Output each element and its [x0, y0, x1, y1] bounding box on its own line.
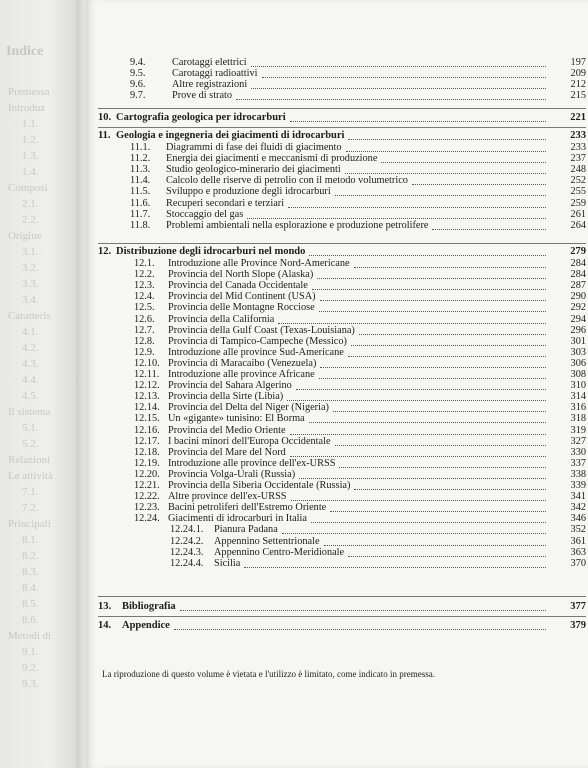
toc-page [86, 0, 588, 768]
toc-entry-number: 12.7. [134, 324, 155, 336]
toc-entry-page: 341 [570, 491, 586, 503]
toc-chapter-entry [86, 601, 586, 612]
toc-entry-page: 342 [570, 502, 586, 514]
footer-note: La riproduzione di questo volume è vietata e l'utilizzo è limitato, come indicato in premessa. [102, 669, 436, 679]
toc-entry-page: 287 [570, 280, 586, 292]
left-page-fragment: 8.4. [22, 582, 39, 594]
toc-entry-page: 314 [570, 391, 586, 403]
toc-entry-page: 337 [570, 457, 586, 469]
toc-leader-dots [244, 556, 546, 568]
toc-entry-page: 301 [570, 335, 586, 347]
left-page-fragment: 5.1. [22, 422, 39, 434]
toc-entry-number: 12.12. [134, 380, 160, 392]
toc-chapter-entry [86, 112, 586, 123]
toc-entry-number: 12.8. [134, 335, 155, 347]
toc-entry [86, 558, 586, 569]
toc-entry-number: 12.6. [134, 313, 155, 325]
toc-entry-page: 379 [570, 620, 586, 631]
toc-entry-number: 12.23. [134, 502, 160, 514]
toc-entry-title: Recuperi secondari e terziari [166, 197, 285, 209]
toc-entry-title: Giacimenti di idrocarburi in Italia [168, 513, 307, 525]
toc-entry-title: Provincia del Sahara Algerino [168, 380, 292, 392]
toc-entry-number: 12.18. [134, 446, 160, 458]
left-page-fragment: Premessa [8, 86, 50, 98]
toc-entry-page: 264 [570, 219, 586, 231]
toc-entry-number: 12.4. [134, 291, 155, 303]
toc-entry-number: 9.5. [130, 68, 146, 80]
toc-entry-page: 327 [570, 435, 586, 447]
toc-entry-title: Provincia del Medio Oriente [168, 424, 286, 436]
toc-entry-title: Provincia della Gulf Coast (Texas-Louisiana) [168, 324, 355, 336]
toc-entry-title: Altre registrazioni [172, 79, 248, 91]
toc-entry-number: 12.22. [134, 491, 160, 503]
toc-entry-number: 12.15. [134, 413, 160, 425]
toc-entry-page: 377 [570, 601, 586, 612]
toc-entry-number: 12.9. [134, 346, 155, 358]
toc-entry-page: 319 [570, 424, 586, 436]
toc-chapter-entry [86, 620, 586, 631]
left-page-fragment: 8.3. [22, 566, 39, 578]
left-page-fragment: 8.1. [22, 534, 39, 546]
toc-entry-page: 316 [570, 402, 586, 414]
left-page-fragment: Relazioni [8, 454, 51, 466]
left-page-fragment: 1.2. [22, 134, 39, 146]
toc-entry-page: 294 [570, 313, 586, 325]
left-page-fragment: 7.1. [22, 486, 39, 498]
left-page-fragment: 9.1. [22, 646, 39, 658]
left-page-fragment: 4.2. [22, 342, 39, 354]
toc-entry-page: 306 [570, 357, 586, 369]
toc-entry-title: Altre province dell'ex-URSS [168, 491, 287, 503]
toc-entry-number: 9.4. [130, 57, 146, 68]
toc-leader-dots [348, 128, 546, 140]
toc-entry-title: Diagrammi di fase dei fluidi di giacimento [166, 142, 342, 153]
toc-entry-title: I bacini minori dell'Europa Occidentale [168, 435, 331, 447]
toc-entry-number: 11.6. [130, 197, 151, 209]
toc-entry-page: 292 [570, 302, 586, 314]
toc-entry-title: Calcolo delle riserve di petrolio con il metodo volumetrico [166, 175, 408, 187]
toc-entry-title: Carotaggi elettrici [172, 57, 247, 68]
left-page-fragment: Le attività [8, 470, 53, 482]
left-page-fragment: 8.6. [22, 614, 39, 626]
left-page-fragment: Principali [8, 518, 51, 530]
toc-entry-title: Energia dei giacimenti e meccanismi di produzione [166, 153, 378, 165]
toc-entry-title: Provincia Volga-Urali (Russia) [168, 468, 296, 480]
toc-entry-number: 11.3. [130, 164, 151, 176]
toc-entry-page: 248 [570, 164, 586, 176]
toc-entry-page: 279 [570, 246, 586, 257]
toc-entry-page: 233 [570, 142, 586, 153]
left-page-fragment: 3.4. [22, 294, 39, 306]
toc-entry-page: 284 [570, 258, 586, 269]
toc-entry-title: Bibliografia [122, 601, 176, 612]
chapter-separator-line [98, 616, 586, 617]
toc-entry-number: 12.10. [134, 357, 160, 369]
toc-entry-page: 346 [570, 513, 586, 525]
toc-entry-title: Provincia del North Slope (Alaska) [168, 269, 314, 281]
left-page-fragment: 8.2. [22, 550, 39, 562]
toc-entry-number: 11.5. [130, 186, 151, 198]
toc-entry-number: 11.2. [130, 153, 151, 165]
toc-entry-page: 339 [570, 480, 586, 491]
toc-entry-page: 252 [570, 175, 586, 187]
left-page-fragment: Caratteris [8, 310, 51, 322]
toc-entry-number: 12.19. [134, 457, 160, 469]
toc-entry-number: 12.11. [134, 369, 160, 380]
toc-entry-number: 12.14. [134, 402, 160, 414]
left-page-fragment: 4.3. [22, 358, 39, 370]
toc-entry-page: 290 [570, 291, 586, 303]
toc-entry-number: 12.2. [134, 269, 155, 281]
toc-entry-number: 12.21. [134, 480, 160, 491]
toc-entry-page: 197 [570, 57, 586, 68]
toc-entry-title: Introduzione alle province dell'ex-URSS [168, 457, 336, 469]
toc-entry-title: Provincia del Canada Occidentale [168, 280, 308, 292]
toc-entry-number: 12.24.4. [170, 557, 204, 569]
toc-entry-number: 12.5. [134, 302, 155, 314]
left-page-fragment: 8.5. [22, 598, 39, 610]
table-of-contents [86, 0, 588, 768]
left-page-fragment: Il sistema [8, 406, 51, 418]
toc-leader-dots [174, 618, 546, 630]
toc-entry-page: 221 [570, 112, 586, 123]
left-page-fragment: 4.5. [22, 390, 39, 402]
toc-entry-page: 370 [570, 557, 586, 569]
toc-entry-page: 303 [570, 346, 586, 358]
left-page-heading: Indice [6, 44, 44, 59]
left-page-fragment: 1.3. [22, 150, 39, 162]
toc-entry-page: 363 [570, 546, 586, 558]
toc-entry-title: Appennino Settentrionale [214, 535, 320, 547]
toc-entry-title: Appennino Centro-Meridionale [214, 546, 345, 558]
toc-entry-number: 12.17. [134, 435, 160, 447]
left-page-fragment: 7.2. [22, 502, 39, 514]
chapter-separator-line [98, 108, 586, 109]
toc-entry-page: 296 [570, 324, 586, 336]
toc-entry-title: Prove di strato [172, 90, 233, 102]
toc-leader-dots [290, 110, 546, 122]
toc-entry-title: Problemi ambientali nella esplorazione e produzione petrolifere [166, 219, 429, 231]
toc-leader-dots [309, 244, 546, 256]
left-page-fragment: 2.1. [22, 198, 39, 210]
left-page-fragment: Composi [8, 182, 48, 194]
toc-entry-number: 12.20. [134, 468, 160, 480]
toc-entry-title: Introduzione alle province Sud-Americane [168, 346, 344, 358]
toc-leader-dots [180, 599, 546, 611]
toc-entry-title: Provincia del Mare del Nord [168, 446, 286, 458]
toc-entry-number: 12.24.3. [170, 546, 204, 558]
toc-entry-title: Sviluppo e produzione degli idrocarburi [166, 186, 331, 198]
left-facing-page [0, 0, 80, 768]
toc-entry-title: Stoccaggio del gas [166, 208, 244, 220]
left-page-fragment: 1.4. [22, 166, 39, 178]
left-page-fragment: 3.1. [22, 246, 39, 258]
toc-entry-title: Sicilia [214, 557, 241, 569]
toc-entry-page: 215 [570, 90, 586, 102]
toc-entry-number: 12.16. [134, 424, 160, 436]
toc-entry-title: Geologia e ingegneria dei giacimenti di idrocarburi [116, 130, 345, 141]
left-page-fragment: 3.2. [22, 262, 39, 274]
toc-entry-title: Provincia di Maracaibo (Venezuela) [168, 357, 317, 369]
toc-entry-page: 284 [570, 269, 586, 281]
toc-entry-page: 310 [570, 380, 586, 392]
toc-entry-number: 14. [98, 620, 112, 631]
toc-entry-page: 209 [570, 68, 586, 80]
toc-entry-page: 259 [570, 197, 586, 209]
toc-entry-title: Carotaggi radioattivi [172, 68, 258, 80]
toc-entry-page: 308 [570, 369, 586, 380]
toc-entry-page: 261 [570, 208, 586, 220]
toc-entry-number: 11. [98, 130, 111, 141]
toc-entry [86, 220, 586, 231]
left-page-fragment: 9.2. [22, 662, 39, 674]
toc-entry-number: 9.7. [130, 90, 146, 102]
toc-entry-title: Appendice [122, 620, 170, 631]
toc-entry-number: 12.24.2. [170, 535, 204, 547]
toc-entry-page: 338 [570, 468, 586, 480]
toc-entry-title: Provincia della Sirte (Libia) [168, 391, 284, 403]
toc-entry-number: 11.7. [130, 208, 151, 220]
toc-entry-title: Introduzione alle Province Nord-Americane [168, 258, 350, 269]
toc-entry-number: 12.13. [134, 391, 160, 403]
left-page-fragment: 4.1. [22, 326, 39, 338]
left-page-fragment: Introduz [8, 102, 46, 114]
left-page-fragment: Origine [8, 230, 42, 242]
toc-entry-page: 330 [570, 446, 586, 458]
toc-entry-page: 255 [570, 186, 586, 198]
toc-entry-number: 9.6. [130, 79, 146, 91]
toc-entry-title: Provincia delle Montagne Rocciose [168, 302, 315, 314]
left-page-fragment: 1.1. [22, 118, 39, 130]
toc-entry-number: 11.8. [130, 219, 151, 231]
toc-entry-number: 12.3. [134, 280, 155, 292]
toc-entry-title: Provincia della Siberia Occidentale (Russia) [168, 480, 351, 491]
toc-leader-dots [432, 218, 546, 230]
left-page-fragment: Metodi di [8, 630, 52, 642]
toc-entry-title: Bacini petroliferi dell'Estremo Oriente [168, 502, 327, 514]
left-page-fragment: 5.2. [22, 438, 39, 450]
left-page-fragment: 4.4. [22, 374, 39, 386]
toc-entry-number: 11.1. [130, 142, 151, 153]
toc-entry-title: Provincia di Tampico-Campeche (Messico) [168, 335, 347, 347]
toc-entry-number: 12.24.1. [170, 524, 204, 536]
toc-entry-number: 11.4. [130, 175, 151, 187]
toc-entry-number: 10. [98, 112, 112, 123]
toc-entry-page: 361 [570, 535, 586, 547]
toc-entry-title: Studio geologico-minerario dei giacimenti [166, 164, 341, 176]
toc-entry-title: Introduzione alle province Africane [168, 369, 315, 380]
toc-entry-number: 12. [98, 246, 112, 257]
toc-entry-page: 352 [570, 524, 586, 536]
left-page-fragment: 2.2. [22, 214, 39, 226]
toc-entry [86, 90, 586, 101]
toc-entry-number: 12.1. [134, 258, 155, 269]
toc-entry-title: Distribuzione degli idrocarburi nel mondo [116, 246, 306, 257]
toc-entry-number: 12.24. [134, 513, 160, 525]
toc-entry-title: Provincia del Delta del Niger (Nigeria) [168, 402, 329, 414]
chapter-separator-line [98, 596, 586, 597]
left-page-fragment: 3.3. [22, 278, 39, 290]
toc-entry-title: Cartografia geologica per idrocarburi [116, 112, 286, 123]
toc-entry-title: Pianura Padana [214, 524, 278, 536]
left-page-fragment: 9.3. [22, 678, 39, 690]
toc-entry-page: 318 [570, 413, 586, 425]
toc-entry-title: Provincia del Mid Continent (USA) [168, 291, 316, 303]
toc-entry-number: 13. [98, 601, 112, 612]
toc-entry-page: 233 [570, 130, 586, 141]
toc-leader-dots [236, 88, 546, 100]
toc-entry-page: 212 [570, 79, 586, 91]
toc-entry-title: Provincia della California [168, 313, 275, 325]
toc-entry-title: Un «gigante» tunisino: El Borma [168, 413, 305, 425]
toc-entry-page: 237 [570, 153, 586, 165]
